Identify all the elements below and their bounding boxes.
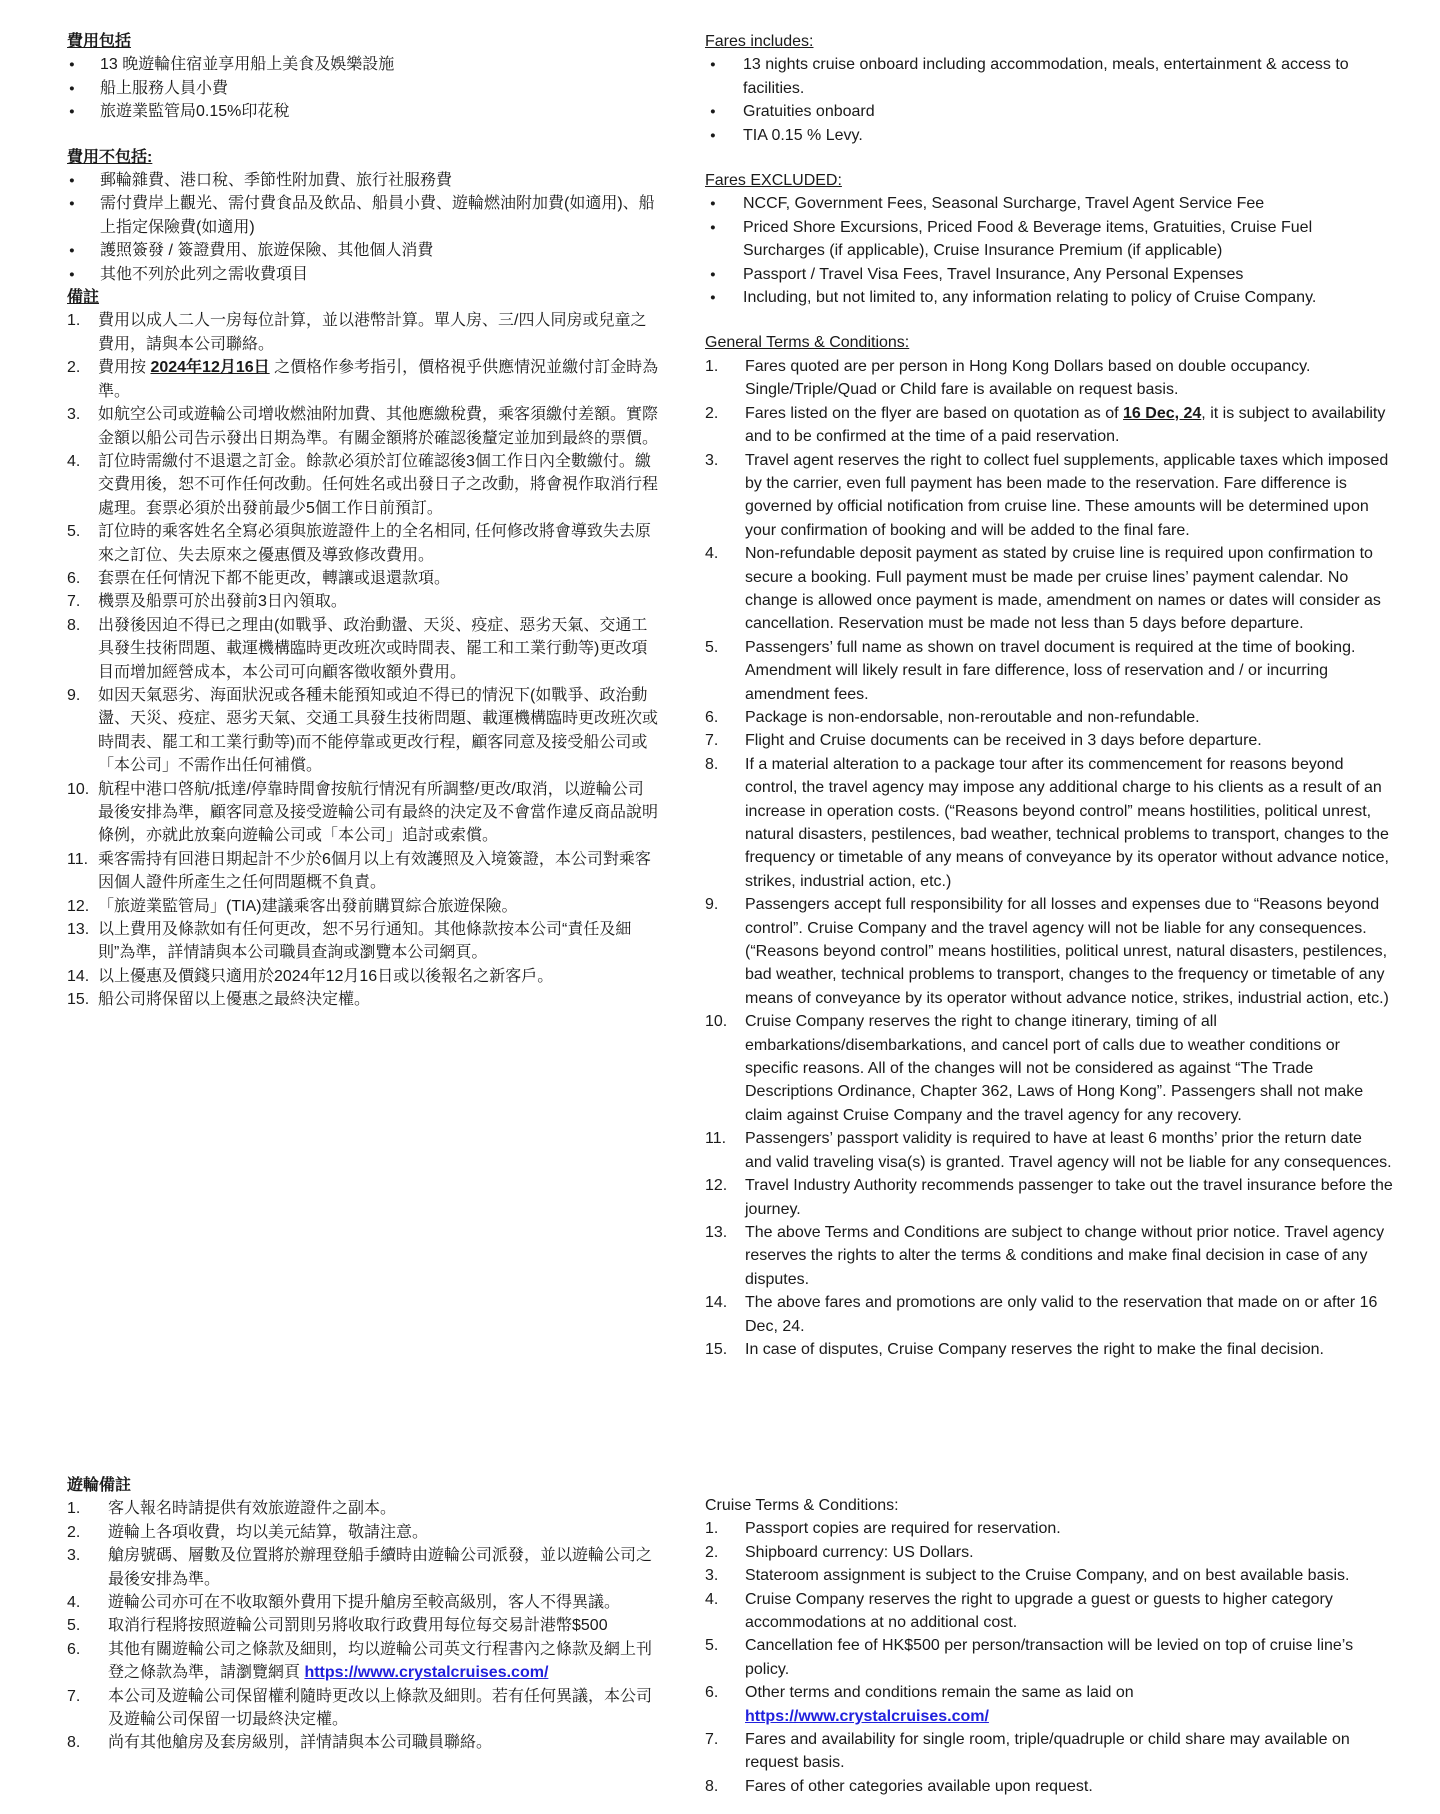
notes-heading-zh: 備註 [67,289,100,307]
text-segment: 客人報名時請提供有效旅遊證件之副本。 [108,1500,397,1518]
notes-list-zh [67,309,659,1011]
text-segment: Passport / Travel Visa Fees, Travel Insurance, Any Personal Expenses [743,265,1244,283]
section-fares-excluded-en [705,169,1393,309]
item-number: 13. [67,921,90,939]
list-item [705,706,1393,729]
general-terms-heading-en: General Terms & Conditions: [705,334,910,352]
item-number: 6. [67,569,81,587]
text-segment: 套票在任何情況下都不能更改，轉讓或退還款項。 [98,569,451,587]
bullet-icon: ● [69,106,75,118]
item-text [743,289,1316,306]
list-item [67,965,659,988]
list-item [67,988,659,1011]
item-number: 6. [67,1640,81,1658]
section-fares-include-zh [67,30,659,124]
text-segment: Fares quoted are per person in Hong Kong Dollars based on double occupancy. Single/Triple/Quad or Child fare is available on request basis. [745,357,1311,399]
cruise-notes-list-zh [67,1497,659,1754]
text-segment: 本公司及遊輪公司保留權利隨時更改以上條款及細則。若有任何異議，本公司及遊輪公司保留一切最終決定權。 [108,1687,653,1729]
text-segment: If a material alteration to a package tour after its commencement for reasons beyond control, the travel agency may impose any additional charge to his clients as a result of an increase in operation costs. (“Reasons beyond control” means hostilities, political unrest, natural disasters, pestilences, bad weather, technical problems to transport, changes to the frequency or timetable of any means of conveyance by its operator without advance notice, strikes, industrial action, etc.) [745,755,1389,890]
item-text [745,1224,1384,1288]
item-text [745,358,1310,398]
text-segment: Passport copies are required for reservation. [745,1520,1061,1538]
item-number: 5. [67,523,81,541]
item-text [745,1591,1333,1631]
item-text [745,1637,1353,1677]
item-text [745,1130,1392,1170]
list-item [67,309,659,356]
text-segment: Cruise Company reserves the right to upgrade a guest or guests to higher category accommodations at no additional cost. [745,1590,1333,1632]
item-text [98,851,651,891]
item-text [108,1617,608,1634]
item-number: 2. [67,359,81,377]
text-segment: 遊輪公司亦可在不收取額外費用下提升艙房至較高級別，客人不得異議。 [108,1594,621,1612]
list-item [67,590,659,613]
list-item [67,263,659,286]
list-item [705,1634,1393,1681]
list-item [705,1517,1393,1540]
list-item [705,263,1393,286]
section-fares-exclude-zh [67,146,659,286]
text-segment: Non-refundable deposit payment as stated by cruise line is required upon confirmation to secure a booking. Full payment must be made per cruise lines’ payment calendar. No change is allowed once payment is made, amendment on names or dates will consider as cancellation. Reservation must be made not less than 5 days before departure. [745,545,1381,633]
text-segment: 「旅遊業監管局」(TIA)建議乘客出發前購買綜合旅遊保險。 [98,897,518,915]
text-segment: 訂位時的乘客姓名全寫必須與旅遊證件上的全名相同, 任何修改將會導致失去原來之訂位、失去原來之優惠價及導致修改費用。 [98,523,651,564]
item-text [745,1177,1393,1217]
list-item [705,1127,1393,1174]
item-text [743,266,1243,283]
item-number: 1. [67,1500,81,1518]
list-item [705,729,1393,752]
list-item [67,403,659,450]
bullet-icon: ● [710,106,716,118]
text-segment: NCCF, Government Fees, Seasonal Surcharge, Travel Agent Service Fee [743,195,1265,213]
item-number: 2. [67,1523,81,1541]
list-item [705,893,1393,1010]
list-item [67,192,659,239]
item-text [98,593,347,610]
item-text [745,1778,1093,1795]
text-segment: Passengers’ full name as shown on travel document is required at the time of booking. Amendment will likely result in fare difference, loss of reservation and / or incurring amendment fees. [745,638,1356,703]
item-number: 3. [705,451,719,469]
text-segment: The above fares and promotions are only valid to the reservation that made on or after 16 Dec, 24. [745,1294,1378,1335]
item-text [745,1013,1363,1124]
item-number: 3. [705,1567,719,1585]
list-item [67,239,659,262]
text-segment: Passengers’ passport validity is required to have at least 6 months’ prior the return date and valid traveling visa(s) is granted. Travel agency will not be liable for any consequences. [745,1130,1392,1171]
list-item [705,192,1393,215]
text-segment: Travel agent reserves the right to collect fuel supplements, applicable taxes which imposed by the carrier, even full payment has been made to the reservation. Fare difference is governed by official notification from cruise line. These amounts will be determined upon your confirmation of booking and will be added to the final fare. [745,451,1389,539]
item-number: 13. [705,1223,728,1241]
item-number: 11. [67,850,89,868]
item-number: 9. [67,686,81,704]
item-text [745,1567,1349,1584]
text-segment: 尚有其他艙房及套房級別，詳情請與本公司職員聯絡。 [108,1734,493,1752]
item-number: 12. [705,1177,728,1195]
item-number: 5. [67,1617,81,1635]
fares-exclude-heading-zh: 費用不包括: [67,148,153,166]
list-item [705,1541,1393,1564]
item-number: 2. [705,1543,719,1561]
list-item [67,53,659,76]
item-text [745,1731,1350,1771]
item-text [100,242,433,259]
item-text [98,523,651,563]
text-segment: 船公司將保留以上優惠之最終決定權。 [98,991,371,1009]
list-item [705,1010,1393,1127]
bullet-icon: ● [69,59,75,71]
text-segment: Fares and availability for single room, triple/quadruple or child share may available on request basis. [745,1731,1350,1772]
text-segment: Shipboard currency: US Dollars. [745,1543,974,1561]
item-text [100,56,394,73]
list-item [705,542,1393,636]
text-segment: 取消行程將按照遊輪公司罰則另將收取行政費用每位每交易計港幣$500 [108,1617,608,1635]
bullet-icon: ● [69,268,75,280]
text-segment: 其他不列於此列之需收費項目 [100,265,309,283]
text-segment: 如航空公司或遊輪公司增收燃油附加費、其他應繳稅費，乘客須繳付差額。實際金額以船公司告示發出日期為準。有關金額將於確認後釐定並加到最終的票價。 [98,406,659,447]
item-number: 5. [705,638,719,656]
item-text [100,195,655,235]
bullet-icon: ● [710,221,716,233]
text-segment: 其他有關遊輪公司之條款及細則，均以遊輪公司英文行程書內之條款及網上刊登之條款為準，請瀏覽網頁 [108,1640,653,1682]
text-segment: Cancellation fee of HK$500 per person/transaction will be levied on top of cruise line’s policy. [745,1637,1354,1678]
list-item [705,216,1393,263]
fares-excluded-heading-en: Fares EXCLUDED: [705,172,842,190]
text-segment: Package is non-endorsable, non-reroutable and non-refundable. [745,708,1200,726]
text-segment: 以上優惠及價錢只適用於2024年12月16日或以後報名之新客戶。 [98,967,554,985]
bullet-icon: ● [69,198,75,210]
text-segment: , it is subject to availability and to be confirmed at the time of a paid reservation. [745,404,1386,446]
item-text [743,195,1264,212]
text-segment: The above Terms and Conditions are subject to change without prior notice. Travel agency reserves the rights to alter the terms & conditions and make final decision in case of any disputes. [745,1223,1385,1288]
section-cruise-notes-zh [67,1474,659,1755]
item-number: 5. [705,1637,719,1655]
fares-include-list-zh [67,53,659,123]
list-item [705,1291,1393,1338]
list-item [705,355,1393,402]
item-text [745,545,1381,632]
item-number: 7. [67,593,81,611]
item-number: 3. [67,1547,81,1565]
text-segment: 訂位時需繳付不退還之訂金。餘款必須於訂位確認後3個工作日內全數繳付。繳交費用後，恕不可作任何改動。任何姓名或出發日子之改動，將會視作取消行程處理。套票必須於出發前最少5個工作日前預訂。 [98,452,659,517]
item-text [743,219,1312,259]
list-item [67,1731,659,1754]
item-text [100,172,452,189]
text-segment: 16 Dec, 24 [1123,404,1202,422]
item-number: 9. [705,896,719,914]
list-item [705,1681,1393,1728]
fares-includes-list-en [705,53,1393,147]
section-notes-zh [67,286,659,1012]
item-number: 8. [705,755,719,773]
general-terms-list-en [705,355,1393,1361]
item-text [743,127,863,144]
text-segment: Gratuities onboard [743,103,875,121]
bullet-icon: ● [69,175,75,187]
fares-includes-heading-en: Fares includes: [705,33,814,50]
item-number: 12. [67,897,90,915]
cruise-terms-heading-en: Cruise Terms & Conditions: [705,1497,899,1514]
item-text [108,1547,652,1587]
text-segment: Travel Industry Authority recommends passenger to take out the travel insurance before the journey. [745,1177,1393,1218]
crystal-cruises-link[interactable]: https://www.crystalcruises.com/ [745,1707,989,1725]
item-number: 6. [705,708,719,726]
item-text [108,1641,652,1681]
list-item [67,450,659,520]
item-number: 10. [705,1013,728,1031]
item-text [745,756,1389,890]
list-item [67,1614,659,1637]
text-segment: 如因天氣惡劣、海面狀況或各種未能預知或迫不得已的情況下(如戰爭、政治動盪、天災、疫症、惡劣天氣、交通工具發生技術問題、載運機構臨時更改班次或時間表、罷工和工業行動等)而不能停靠或更改行程，顧客同意及接受船公司或「本公司」不需作出任何補償。 [98,686,659,775]
bullet-icon: ● [710,129,716,141]
text-segment: 2024年12月16日 [150,359,270,377]
list-item [67,100,659,123]
text-segment: 旅遊業監管局0.15%印花稅 [100,103,290,121]
item-text [98,570,450,587]
text-segment: 以上費用及條款如有任何更改，恕不另行通知。其他條款按本公司“責任及細則”為準，詳情請與本公司職員查詢或瀏覽本公司網頁。 [98,921,632,962]
list-item [705,100,1393,123]
list-item [67,614,659,684]
list-item [705,1775,1393,1798]
item-number: 4. [67,1594,81,1612]
text-segment: In case of disputes, Cruise Company reserves the right to make the final decision. [745,1340,1324,1358]
item-text [108,1688,652,1728]
item-text [100,80,228,97]
text-segment: 機票及船票可於出發前3日內領取。 [98,593,347,611]
bullet-icon: ● [69,245,75,257]
item-text [100,266,308,283]
list-item [705,449,1393,543]
item-text [745,639,1355,703]
item-number: 6. [705,1684,719,1702]
text-segment: 出發後因迫不得已之理由(如戰爭、政治動盪、天災、疫症、惡劣天氣、交通工具發生技術問題、載運機構臨時更改班次或時間表、罷工和工業行動等)更改項目而增加經營成本，本公司可向顧客徵收額外費用。 [98,616,648,681]
item-number: 11. [705,1130,727,1148]
fares-excluded-list-en [705,192,1393,309]
list-item [67,1638,659,1685]
item-text [745,1544,974,1561]
item-number: 8. [705,1777,719,1795]
list-item [705,124,1393,147]
item-number: 4. [705,1590,719,1608]
text-segment: 乘客需持有回港日期起計不少於6個月以上有效護照及入境簽證，本公司對乘客因個人證件所產生之任何問題概不負責。 [98,850,651,892]
item-number: 1. [705,1520,719,1538]
item-text [98,898,518,915]
item-text [98,312,646,352]
item-text [98,453,658,517]
list-item [705,636,1393,706]
list-item [67,1591,659,1614]
bullet-icon: ● [710,292,716,304]
list-item [67,1521,659,1544]
section-general-terms-en [705,331,1393,1361]
list-item [705,1728,1393,1775]
item-number: 7. [67,1687,81,1705]
list-item [67,356,659,403]
list-item [705,1174,1393,1221]
list-item [67,1497,659,1520]
text-segment: Flight and Cruise documents can be received in 3 days before departure. [745,732,1262,750]
list-item [705,1338,1393,1361]
right-column-english [705,30,1393,1795]
item-text [98,687,658,774]
item-number: 7. [705,1731,719,1749]
item-text [743,103,875,120]
list-item [705,402,1393,449]
item-number: 2. [705,404,719,422]
bullet-icon: ● [710,198,716,210]
item-text [98,617,647,681]
text-segment: Other terms and conditions remain the same as laid on [745,1684,1134,1702]
item-number: 8. [67,616,81,634]
text-segment: 護照簽發 / 簽證費用、旅遊保險、其他個人消費 [100,242,434,260]
item-number: 15. [67,991,90,1009]
fares-include-heading-zh: 費用包括 [67,33,132,50]
item-text [745,1294,1377,1334]
text-segment: 郵輪雜費、港口稅、季節性附加費、旅行社服務費 [100,172,453,190]
item-text [98,406,658,446]
list-item [705,286,1393,309]
list-item [67,77,659,100]
text-segment: Including, but not limited to, any information relating to policy of Cruise Company. [743,289,1317,307]
item-text [745,452,1388,539]
item-text [98,781,658,845]
list-item [67,1685,659,1732]
text-segment: 需付費岸上觀光、需付費食品及飲品、船員小費、遊輪燃油附加費(如適用)、船上指定保險費(如適用) [100,195,655,236]
list-item [705,1221,1393,1291]
item-number: 14. [705,1294,728,1312]
text-segment: 費用以成人二人一房每位計算，並以港幣計算。單人房、三/四人同房或兒童之費用，請與本公司聯絡。 [98,312,647,353]
list-item [67,520,659,567]
item-text [745,896,1389,1007]
text-segment: 13 nights cruise onboard including accommodation, meals, entertainment & access to facilities. [743,56,1349,97]
item-text [100,103,289,120]
item-number: 8. [67,1734,81,1752]
item-text [745,709,1200,726]
text-segment: 艙房號碼、層數及位置將於辦理登船手續時由遊輪公司派發，並以遊輪公司之最後安排為準。 [108,1547,653,1588]
item-number: 7. [705,732,719,750]
list-item [705,753,1393,893]
text-segment: Stateroom assignment is subject to the Cruise Company, and on best available basis. [745,1567,1350,1585]
text-segment: 費用按 [98,359,151,377]
text-segment: 之價格作參考指引，價格視乎供應情況並繳付訂金時為準。 [98,359,659,400]
text-segment: Fares of other categories available upon request. [745,1777,1093,1795]
item-number: 1. [67,312,81,330]
item-text [745,1520,1061,1537]
list-item [705,53,1393,100]
list-item [67,778,659,848]
item-number: 3. [67,406,81,424]
bullet-icon: ● [710,59,716,71]
text-segment: TIA 0.15 % Levy. [743,126,863,144]
fares-exclude-list-zh [67,169,659,286]
item-text [743,56,1349,96]
item-text [745,1341,1324,1358]
item-text [98,921,631,961]
section-cruise-terms-en [705,1494,1393,1798]
list-item [67,684,659,778]
item-text [108,1734,492,1751]
list-item [67,1544,659,1591]
item-text [108,1524,428,1541]
text-segment: 遊輪上各項收費，均以美元結算，敬請注意。 [108,1523,429,1541]
item-number: 4. [705,545,719,563]
text-segment: Passengers accept full responsibility for all losses and expenses due to “Reasons beyond control”. Cruise Company and the travel agency will not be liable for any consequences. (“Reasons beyond control” means hostilities, political unrest, natural disasters, pestilences, bad weather, technical problems to transport, changes to the frequency or timetable of any means of conveyance by its operator without advance notice, strikes, industrial action, etc.) [745,896,1389,1007]
text-segment: 航程中港口啓航/抵達/停靠時間會按航行情況有所調整/更改/取消，以遊輪公司最後安排為準，顧客同意及接受遊輪公司有最終的決定及不會當作違反商品說明條例，亦就此放棄向遊輪公司或「本公司」追討或索償。 [98,780,659,845]
left-column-chinese [67,30,659,1752]
bullet-icon: ● [69,82,75,94]
item-text [108,1500,396,1517]
item-text [745,405,1385,445]
item-number: 10. [67,780,90,798]
item-text [98,968,553,985]
list-item [705,1588,1393,1635]
list-item [67,169,659,192]
item-text [98,359,658,399]
item-number: 1. [705,357,719,375]
item-text [745,732,1262,749]
section-fares-includes-en [705,30,1393,147]
item-number: 14. [67,967,90,985]
text-segment: 船上服務人員小費 [100,79,229,97]
list-item [67,895,659,918]
item-text [108,1594,620,1611]
bullet-icon: ● [710,268,716,280]
item-number: 4. [67,452,81,470]
item-text [745,1684,1134,1724]
text-segment: Priced Shore Excursions, Priced Food & Beverage items, Gratuities, Cruise Fuel Surcharges (if applicable), Cruise Insurance Premium (if applicable) [743,218,1313,260]
cruise-notes-heading-zh: 遊輪備註 [67,1477,132,1494]
text-segment: 13 晚遊輪住宿並享用船上美食及娛樂設施 [100,56,395,74]
list-item [67,567,659,590]
list-item [67,848,659,895]
list-item [705,1564,1393,1587]
text-segment: Cruise Company reserves the right to change itinerary, timing of all embarkations/disembarkations, and cancel port of calls due to weather conditions or specific reasons. All of the changes will not be considered as against “The Trade Descriptions Ordinance, Chapter 362, Laws of Hong Kong”. Passengers shall not make claim against Cruise Company and the travel agency for any recovery. [745,1013,1364,1124]
item-text [98,991,370,1008]
item-number: 15. [705,1340,728,1358]
cruise-terms-list-en [705,1517,1393,1798]
crystal-cruises-link[interactable]: https://www.crystalcruises.com/ [304,1664,549,1682]
text-segment: Fares listed on the flyer are based on quotation as of [745,404,1124,422]
list-item [67,918,659,965]
